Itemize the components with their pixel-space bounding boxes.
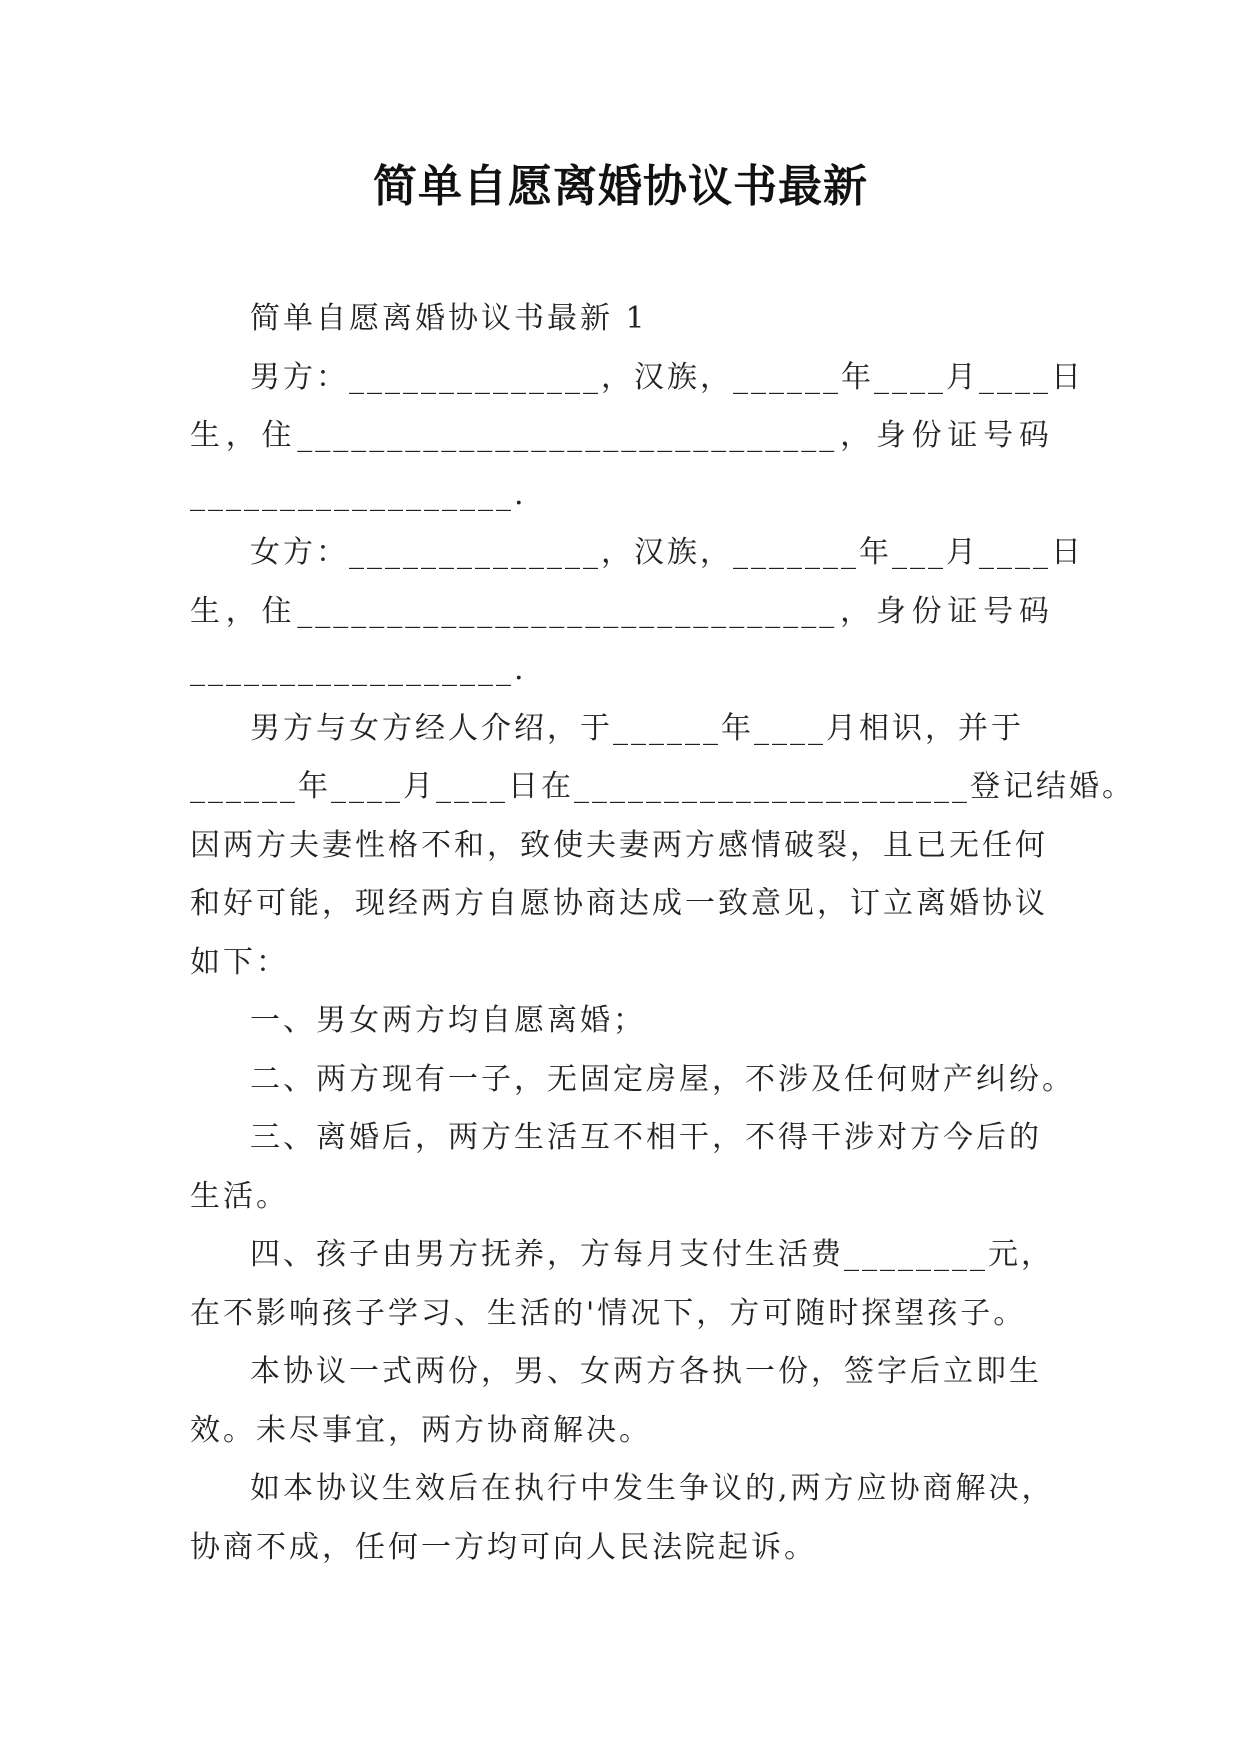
male-line-1: 男方：______________，汉族，______年____月____日 xyxy=(250,359,1084,395)
closing-1-line-1: 本协议一式两份，男、女两方各执一份，签字后立即生 xyxy=(250,1354,1042,1389)
closing-1-line-2: 效。未尽事宜，两方协商解决。 xyxy=(190,1412,652,1448)
female-line-2-c: 住 xyxy=(261,593,295,629)
clause-3-line-2: 生活。 xyxy=(190,1178,289,1214)
clause-3-line-1: 三、离婚后，两方生活互不相干，不得干涉对方今后的 xyxy=(250,1120,1042,1155)
intro-line-5: 如下： xyxy=(190,944,289,980)
female-line-2-g: 份 xyxy=(911,593,945,629)
intro-line-3: 因两方夫妻性格不和，致使夫妻两方感情破裂，且已无任何 xyxy=(190,827,1048,863)
male-line-2-g: 份 xyxy=(911,418,945,453)
intro-line-2: ______年____月____日在______________________登记结婚。 xyxy=(190,769,1135,804)
male-line-2-a: 生 xyxy=(190,418,223,453)
clause-4-line-2: 在不影响孩子学习、生活的'情况下，方可随时探望孩子。 xyxy=(190,1295,1027,1331)
closing-2-line-2: 协商不成，任何一方均可向人民法院起诉。 xyxy=(190,1529,817,1565)
clause-1: 一、男女两方均自愿离婚； xyxy=(250,1003,646,1038)
female-line-2-h: 证 xyxy=(947,593,981,629)
female-line-2-f: 身 xyxy=(875,593,909,629)
male-line-2-b: ， xyxy=(225,418,259,453)
female-line-2-d: ______________________________ xyxy=(297,593,838,629)
clause-4-line-1: 四、孩子由男方抚养，方每月支付生活费________元， xyxy=(250,1237,1054,1272)
male-line-3: __________________. xyxy=(190,476,527,512)
male-line-2-h: 证 xyxy=(947,418,981,453)
female-line-2-a: 生 xyxy=(190,593,223,629)
female-line-2 xyxy=(190,583,1052,642)
closing-2-line-1: 如本协议生效后在执行中发生争议的,两方应协商解决， xyxy=(250,1471,1055,1506)
subtitle: 简单自愿离婚协议书最新 1 xyxy=(250,301,648,336)
male-line-2-f: 身 xyxy=(875,418,909,453)
male-line-2-i: 号 xyxy=(983,418,1017,453)
male-line-2-j: 码 xyxy=(1018,418,1052,453)
male-line-2-d: ______________________________ xyxy=(297,418,838,453)
female-line-3: __________________. xyxy=(190,652,527,687)
intro-line-4: 和好可能，现经两方自愿协商达成一致意见，订立离婚协议 xyxy=(190,886,1048,921)
male-line-2-c: 住 xyxy=(261,418,295,453)
male-line-2 xyxy=(190,407,1052,466)
female-line-1: 女方：______________，汉族，_______年___月____日 xyxy=(250,535,1084,570)
document-title: 简单自愿离婚协议书最新 xyxy=(373,161,868,212)
female-line-2-e: ， xyxy=(840,593,874,629)
clause-2: 二、两方现有一子，无固定房屋，不涉及任何财产纠纷。 xyxy=(250,1061,1075,1097)
female-line-2-j: 码 xyxy=(1018,593,1052,629)
intro-line-1: 男方与女方经人介绍，于______年____月相识，并于 xyxy=(250,710,1024,746)
female-line-2-i: 号 xyxy=(983,593,1017,629)
male-line-2-e: ， xyxy=(840,418,874,453)
female-line-2-b: ， xyxy=(225,593,259,629)
document-body xyxy=(190,290,1135,1577)
